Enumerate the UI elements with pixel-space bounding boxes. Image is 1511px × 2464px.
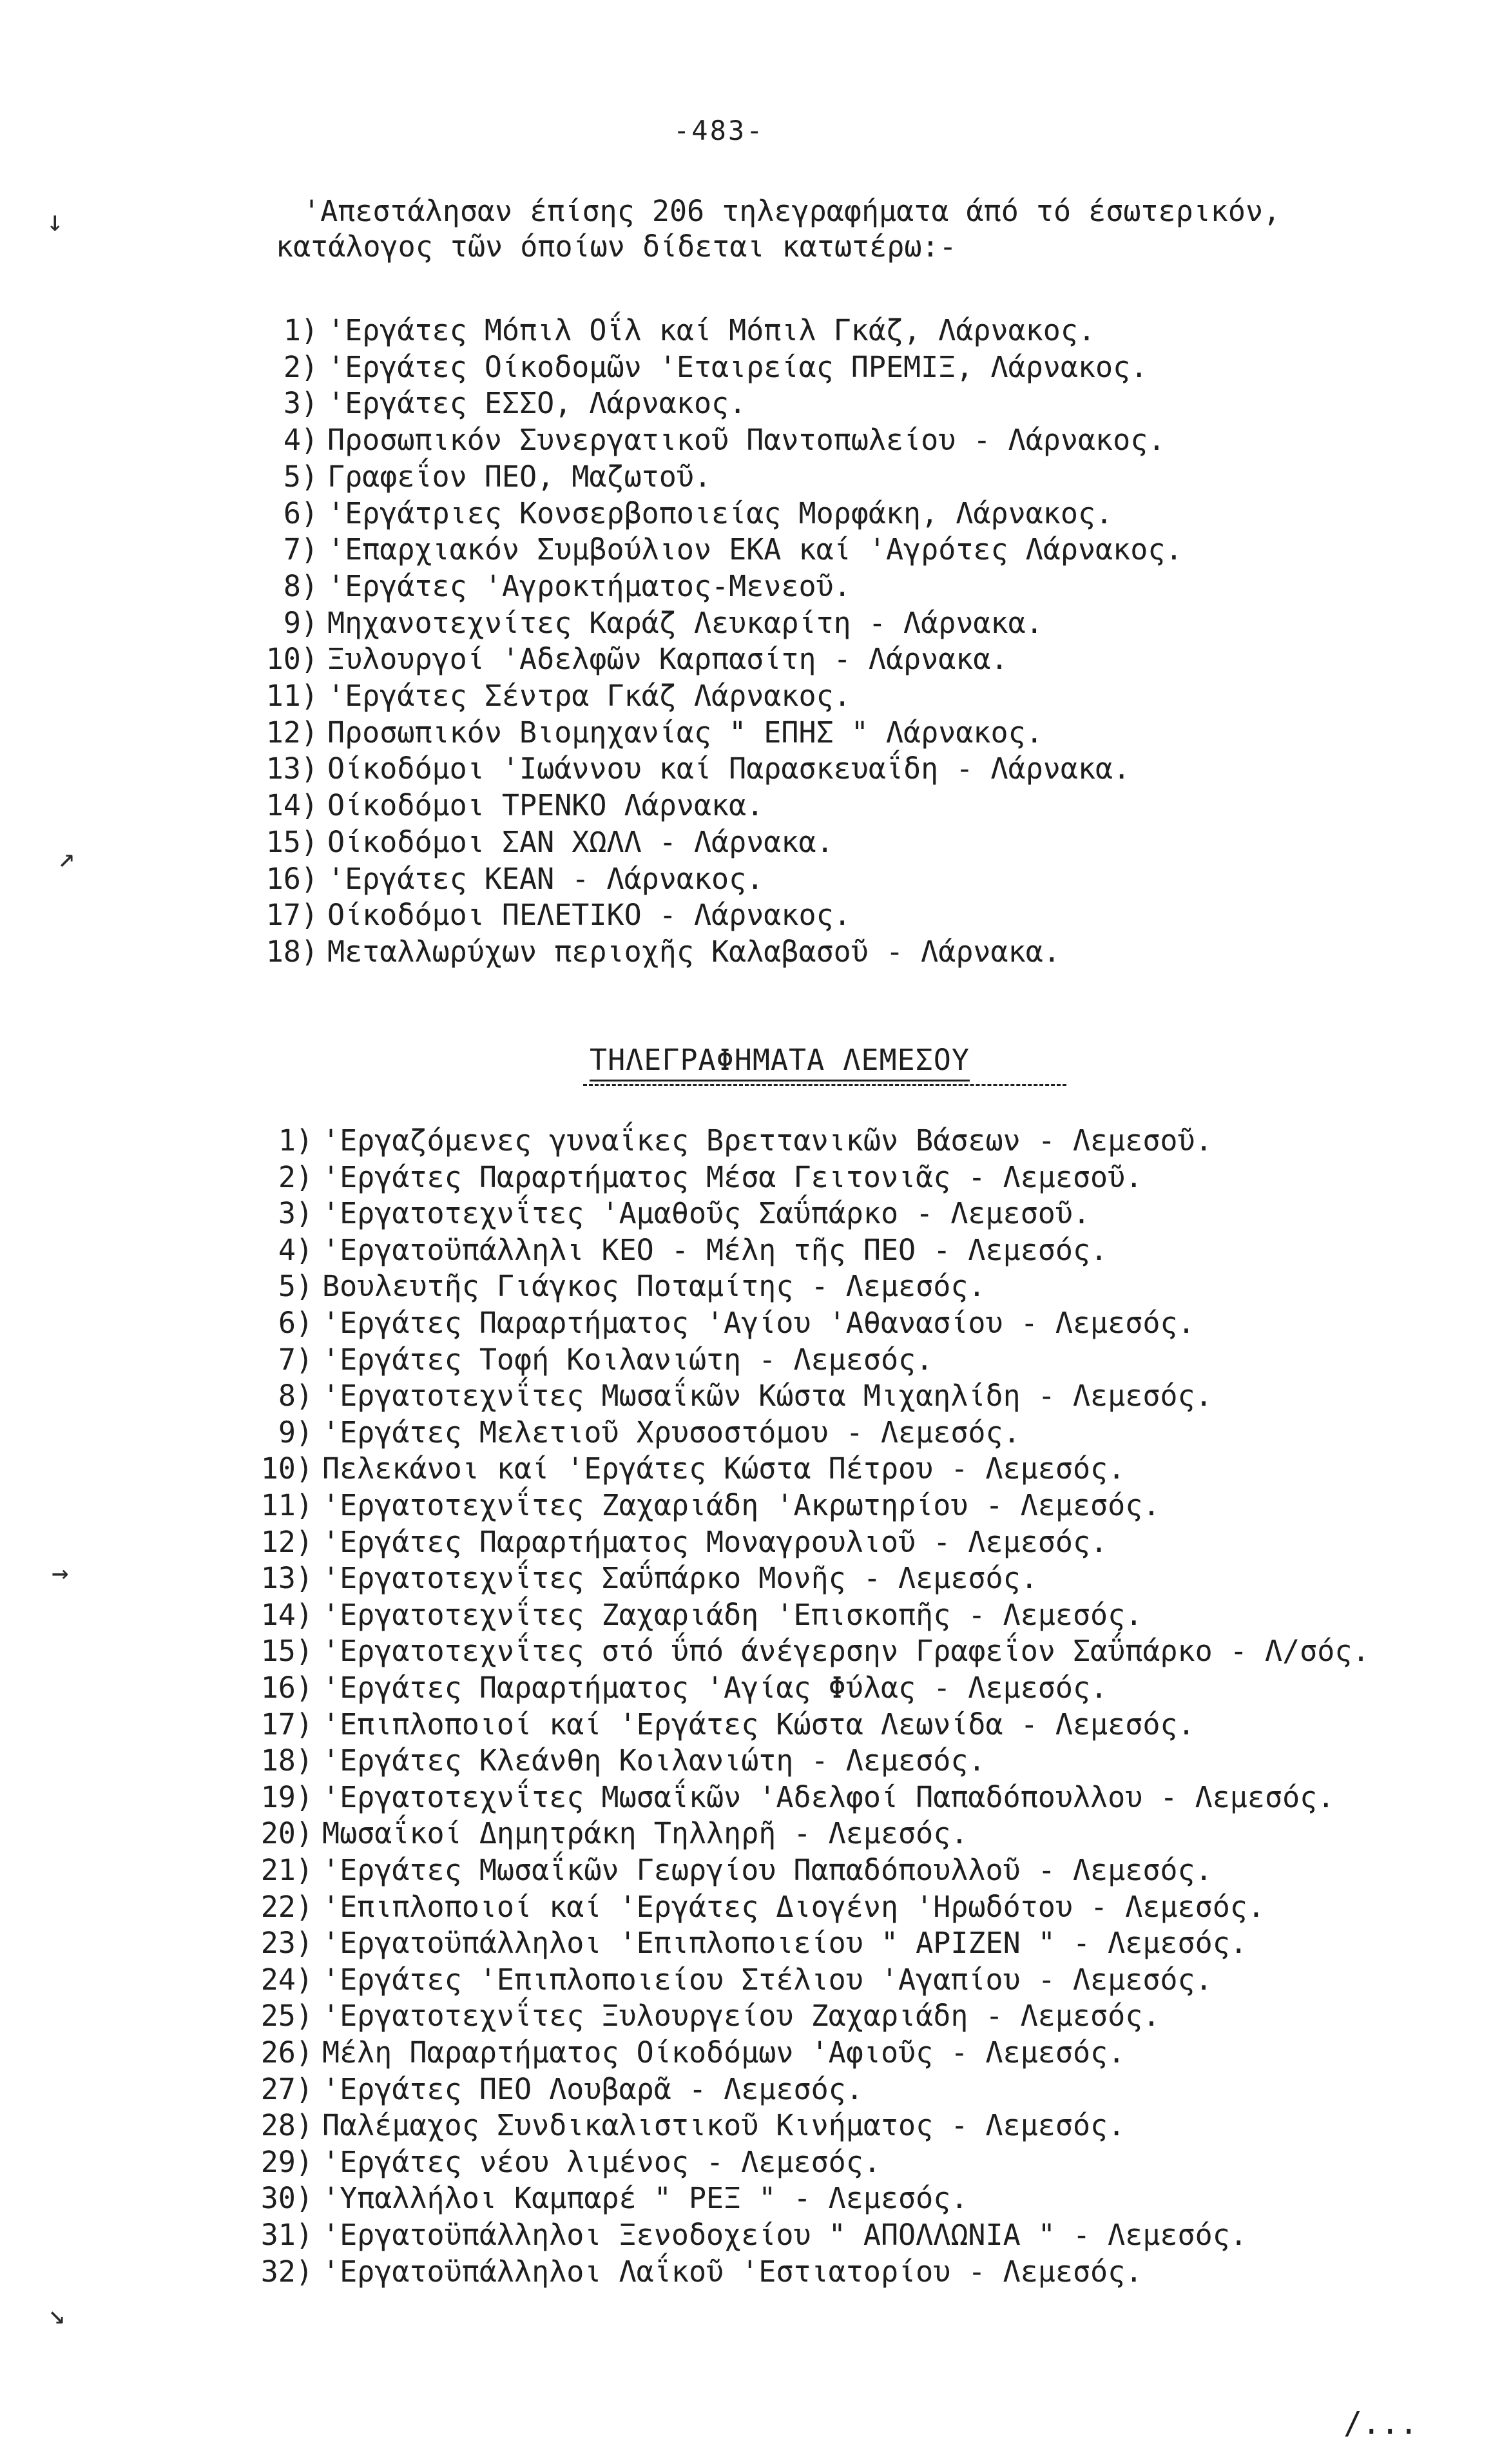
list-item-number: 7) bbox=[283, 532, 318, 567]
list-item bbox=[283, 568, 851, 603]
list-item-text: 'Εργάτες Τοφή Κοιλανιώτη - Λεμεσός. bbox=[322, 1342, 934, 1377]
list-item-text: 'Εργατοϋπάλληλοι 'Επιπλοποιείου " ΑΡΙΖΕΝ " - Λεμεσός. bbox=[322, 1926, 1247, 1961]
list-item bbox=[260, 1597, 1143, 1632]
list-item-number: 15) bbox=[260, 1634, 313, 1669]
list-item bbox=[265, 934, 1061, 969]
list-item-text: 'Εργάτες Παραρτήματος 'Αγίας Φύλας - Λεμεσός. bbox=[322, 1671, 1108, 1705]
list-item-number: 2) bbox=[283, 349, 318, 384]
list-item bbox=[265, 898, 851, 933]
list-item-number: 17) bbox=[265, 898, 318, 933]
list-item bbox=[265, 788, 764, 823]
list-item-number: 28) bbox=[260, 2108, 313, 2143]
list-item-number: 12) bbox=[265, 715, 318, 750]
list-item-number: 4) bbox=[283, 423, 318, 458]
list-item bbox=[283, 349, 1148, 384]
list-item-number: 24) bbox=[260, 1962, 313, 1997]
list-item bbox=[260, 1634, 1370, 1669]
list-item bbox=[260, 2181, 968, 2216]
list-item bbox=[260, 1853, 1213, 1887]
list-item-number: 8) bbox=[283, 568, 318, 603]
list-item-number: 13) bbox=[260, 1561, 313, 1596]
list-item bbox=[260, 1488, 1160, 1522]
list-item bbox=[260, 2254, 1143, 2289]
list-item bbox=[260, 2035, 1126, 2070]
list-item-text: 'Εργάτες Παραρτήματος Μοναγρουλιοῦ - Λεμεσός. bbox=[322, 1524, 1108, 1559]
list-item-number: 9) bbox=[278, 1415, 313, 1450]
list-item bbox=[265, 861, 764, 896]
list-item-number: 17) bbox=[260, 1707, 313, 1741]
list-item-number: 30) bbox=[260, 2181, 313, 2216]
list-item-text: 'Επιπλοποιοί καί 'Εργάτες Κώστα Λεωνίδα - Λεμεσός. bbox=[322, 1707, 1195, 1741]
list-item bbox=[278, 1123, 1213, 1158]
list-item-number: 7) bbox=[278, 1342, 313, 1377]
list-item-number: 29) bbox=[260, 2144, 313, 2179]
margin-mark-icon: → bbox=[52, 1557, 69, 1589]
list-item-text: 'Επαρχιακόν Συμβούλιον ΕΚΑ καί 'Αγρότες Λάρνακος. bbox=[327, 532, 1183, 567]
list-item-number: 3) bbox=[278, 1196, 313, 1231]
list-item bbox=[260, 1889, 1265, 1924]
intro-line: κατάλογος τῶν όποίων δίδεται κατωτέρω:- bbox=[276, 229, 957, 264]
list-item-text: 'Εργάτες ΠΕΟ Λουβαρᾶ - Λεμεσός. bbox=[322, 2071, 863, 2106]
list-item-text: 'Εργάτες νέου λιμένος - Λεμεσός. bbox=[322, 2144, 881, 2179]
list-item-text: 'Εργατοτεχνΐτες στό ΰπό άνέγερσην Γραφεΐον Σαΰπάρκο - Λ/σός. bbox=[322, 1634, 1370, 1669]
list-item bbox=[283, 386, 747, 421]
list-item bbox=[278, 1196, 1091, 1231]
list-item-text: Μέλη Παραρτήματος Οίκοδόμων 'Αφιοῦς - Λεμεσός. bbox=[322, 2035, 1126, 2070]
list-item-number: 18) bbox=[260, 1743, 313, 1778]
list-item bbox=[283, 313, 1096, 347]
list-item-text: Μωσαΐκοί Δημητράκη Τηλληρῆ - Λεμεσός. bbox=[322, 1816, 968, 1851]
list-item bbox=[265, 679, 851, 713]
list-item-text: 'Εργάτριες Κονσερβοποιείας Μορφάκη, Λάρνακος. bbox=[327, 496, 1113, 530]
list-item-number: 9) bbox=[283, 605, 318, 640]
list-item-text: Προσωπικόν Συνεργατικοῦ Παντοπωλείου - Λάρνακος. bbox=[327, 423, 1166, 458]
list-item-text: 'Εργατοτεχνΐτες Ζαχαριάδη 'Επισκοπῆς - Λεμεσός. bbox=[322, 1597, 1143, 1632]
list-item-number: 32) bbox=[260, 2254, 313, 2289]
list-item bbox=[283, 423, 1166, 458]
list-item bbox=[260, 1780, 1335, 1814]
margin-mark-icon: ↓ bbox=[46, 205, 64, 238]
list-item-text: 'Εργάτες 'Αγροκτήματος-Μενεοῦ. bbox=[327, 568, 851, 603]
list-item-number: 6) bbox=[283, 496, 318, 530]
list-item bbox=[260, 2144, 881, 2179]
list-item-text: 'Εργάτες Οίκοδομῶν 'Εταιρείας ΠΡΕΜΙΞ, Λάρνακος. bbox=[327, 349, 1148, 384]
list-item bbox=[260, 1671, 1108, 1705]
list-item bbox=[278, 1159, 1143, 1194]
list-item-text: 'Εργαζόμενες γυναΐκες Βρεττανικῶν Βάσεων - Λεμεσοῦ. bbox=[322, 1123, 1213, 1158]
list-item-number: 21) bbox=[260, 1853, 313, 1887]
list-item-text: 'Εργάτες Σέντρα Γκάζ Λάρνακος. bbox=[327, 679, 851, 713]
list-item-number: 18) bbox=[265, 934, 318, 969]
page-number: -483- bbox=[673, 115, 765, 146]
list-item bbox=[260, 2071, 863, 2106]
list-item-number: 27) bbox=[260, 2071, 313, 2106]
list-item-number: 6) bbox=[278, 1306, 313, 1340]
list-item-number: 5) bbox=[278, 1269, 313, 1304]
list-item-number: 8) bbox=[278, 1379, 313, 1413]
list-item-text: Οίκοδόμοι ΠΕΛΕΤΙΚΟ - Λάρνακος. bbox=[327, 898, 851, 933]
list-item bbox=[265, 824, 834, 859]
list-item-text: 'Εργατοϋπάλληλοι Λαΐκοῦ 'Εστιατορίου - Λεμεσός. bbox=[322, 2254, 1143, 2289]
list-item bbox=[278, 1269, 986, 1304]
list-item bbox=[278, 1415, 1021, 1450]
list-item bbox=[260, 1999, 1160, 2033]
list-item bbox=[260, 1816, 968, 1851]
list-item-text: 'Εργατοτεχνΐτες Σαΰπάρκο Μονῆς - Λεμεσός. bbox=[322, 1561, 1038, 1596]
list-item-text: 'Εργατοϋπάλληλι ΚΕΟ - Μέλη τῆς ΠΕΟ - Λεμεσός. bbox=[322, 1232, 1108, 1267]
list-item-text: Μεταλλωρύχων περιοχῆς Καλαβασοῦ - Λάρνακα. bbox=[327, 934, 1061, 969]
list-item-number: 20) bbox=[260, 1816, 313, 1851]
list-item bbox=[260, 1743, 986, 1778]
list-item-text: Πελεκάνοι καί 'Εργάτες Κώστα Πέτρου - Λεμεσός. bbox=[322, 1451, 1126, 1486]
margin-mark-icon: ↗ bbox=[58, 841, 75, 874]
list-item-text: 'Εργάτες Μόπιλ Οΐλ καί Μόπιλ Γκάζ, Λάρνακος. bbox=[327, 313, 1096, 347]
list-item bbox=[260, 1451, 1126, 1486]
list-item-text: 'Εργάτες Μωσαΐκῶν Γεωργίου Παπαδόπουλλοῦ - Λεμεσός. bbox=[322, 1853, 1213, 1887]
list-item bbox=[278, 1306, 1195, 1340]
list-item-text: 'Εργατοτεχνΐτες Ζαχαριάδη 'Ακρωτηρίου - Λεμεσός. bbox=[322, 1488, 1160, 1522]
list-item-text: 'Εργατοτεχνΐτες Μωσαΐκῶν Κώστα Μιχαηλίδη - Λεμεσός. bbox=[322, 1379, 1213, 1413]
list-item-number: 14) bbox=[265, 788, 318, 823]
intro-line: 'Απεστάλησαν έπίσης 206 τηλεγραφήματα άπό τό έσωτερικόν, bbox=[303, 194, 1281, 228]
list-item-number: 31) bbox=[260, 2218, 313, 2252]
list-item-text: Μηχανοτεχνίτες Καράζ Λευκαρίτη - Λάρνακα. bbox=[327, 605, 1043, 640]
list-item bbox=[260, 1926, 1247, 1961]
list-item bbox=[260, 2218, 1247, 2252]
list-item-text: 'Εργάτες Κλεάνθη Κοιλανιώτη - Λεμεσός. bbox=[322, 1743, 986, 1778]
list-item-number: 25) bbox=[260, 1999, 313, 2033]
heading-dashed-rule bbox=[583, 1084, 1066, 1086]
list-item bbox=[260, 2108, 1126, 2143]
list-item-text: Γραφεΐον ΠΕΟ, Μαζωτοῦ. bbox=[327, 459, 712, 494]
list-item bbox=[260, 1707, 1195, 1741]
list-item-text: Βουλευτῆς Γιάγκος Ποταμίτης - Λεμεσός. bbox=[322, 1269, 986, 1304]
list-item-text: Οίκοδόμοι ΣΑΝ ΧΩΛΛ - Λάρνακα. bbox=[327, 824, 834, 859]
list-item-text: 'Εργάτες 'Επιπλοποιείου Στέλιου 'Αγαπίου - Λεμεσός. bbox=[322, 1962, 1213, 1997]
list-item-text: Προσωπικόν Βιομηχανίας " ΕΠΗΣ " Λάρνακος. bbox=[327, 715, 1043, 750]
list-item-number: 11) bbox=[265, 679, 318, 713]
list-item bbox=[260, 1561, 1038, 1596]
list-item-number: 10) bbox=[265, 642, 318, 677]
list-item-text: 'Εργατοτεχνΐτες Ξυλουργείου Ζαχαριάδη - Λεμεσός. bbox=[322, 1999, 1160, 2033]
list-item-number: 15) bbox=[265, 824, 318, 859]
list-item bbox=[265, 715, 1043, 750]
list-item-number: 16) bbox=[260, 1671, 313, 1705]
list-item bbox=[283, 605, 1043, 640]
list-item-number: 23) bbox=[260, 1926, 313, 1961]
list-item-number: 1) bbox=[283, 313, 318, 347]
list-item-number: 1) bbox=[278, 1123, 313, 1158]
list-item-text: 'Εργάτες Παραρτήματος Μέσα Γειτονιᾶς - Λεμεσοῦ. bbox=[322, 1159, 1143, 1194]
list-item bbox=[283, 459, 712, 494]
list-item-number: 19) bbox=[260, 1780, 313, 1814]
list-item-text: 'Εργατοτεχνΐτες 'Αμαθοῦς Σαΰπάρκο - Λεμεσοῦ. bbox=[322, 1196, 1091, 1231]
list-item-number: 10) bbox=[260, 1451, 313, 1486]
list-item-text: Ξυλουργοί 'Αδελφῶν Καρπασίτη - Λάρνακα. bbox=[327, 642, 1008, 677]
list-item bbox=[260, 1524, 1108, 1559]
list-item-number: 2) bbox=[278, 1159, 313, 1194]
list-item-text: Παλέμαχος Συνδικαλιστικοῦ Κινήματος - Λεμεσός. bbox=[322, 2108, 1126, 2143]
list-item bbox=[265, 752, 1131, 786]
list-item-text: 'Υπαλλήλοι Καμπαρέ " ΡΕΞ " - Λεμεσός. bbox=[322, 2181, 968, 2216]
list-item-number: 16) bbox=[265, 861, 318, 896]
section-heading: ΤΗΛΕΓΡΑΦΗΜΑΤΑ ΛΕΜΕΣΟΥ bbox=[590, 1043, 970, 1082]
list-item-number: 14) bbox=[260, 1597, 313, 1632]
list-item-number: 22) bbox=[260, 1889, 313, 1924]
list-item bbox=[278, 1232, 1108, 1267]
list-item-text: 'Εργατοτεχνΐτες Μωσαΐκῶν 'Αδελφοί Παπαδόπουλλου - Λεμεσός. bbox=[322, 1780, 1335, 1814]
list-item-text: 'Εργάτες ΚΕΑΝ - Λάρνακος. bbox=[327, 861, 764, 896]
list-item bbox=[278, 1379, 1213, 1413]
margin-mark-icon: ↘ bbox=[48, 2298, 66, 2331]
list-item-text: Οίκοδόμοι ΤΡΕΝΚΟ Λάρνακα. bbox=[327, 788, 764, 823]
list-item-number: 5) bbox=[283, 459, 318, 494]
list-item bbox=[260, 1962, 1213, 1997]
list-item-text: Οίκοδόμοι 'Ιωάννου καί Παρασκευαΐδη - Λάρνακα. bbox=[327, 752, 1131, 786]
list-item-number: 3) bbox=[283, 386, 318, 421]
list-item-number: 11) bbox=[260, 1488, 313, 1522]
page-end-marker: /... bbox=[1343, 2405, 1418, 2441]
list-item-text: 'Εργάτες Μελετιοῦ Χρυσοστόμου - Λεμεσός. bbox=[322, 1415, 1021, 1450]
list-item-text: 'Εργατοϋπάλληλοι Ξενοδοχείου " ΑΠΟΛΛΩΝΙΑ " - Λεμεσός. bbox=[322, 2218, 1247, 2252]
list-item bbox=[283, 532, 1183, 567]
list-item bbox=[278, 1342, 934, 1377]
list-item-text: 'Επιπλοποιοί καί 'Εργάτες Διογένη 'Ηρωδότου - Λεμεσός. bbox=[322, 1889, 1265, 1924]
list-item bbox=[265, 642, 1008, 677]
list-item-number: 26) bbox=[260, 2035, 313, 2070]
list-item bbox=[283, 496, 1113, 530]
list-item-number: 4) bbox=[278, 1232, 313, 1267]
list-item-number: 13) bbox=[265, 752, 318, 786]
list-item-text: 'Εργάτες ΕΣΣΟ, Λάρνακος. bbox=[327, 386, 747, 421]
list-item-text: 'Εργάτες Παραρτήματος 'Αγίου 'Αθανασίου - Λεμεσός. bbox=[322, 1306, 1195, 1340]
list-item-number: 12) bbox=[260, 1524, 313, 1559]
